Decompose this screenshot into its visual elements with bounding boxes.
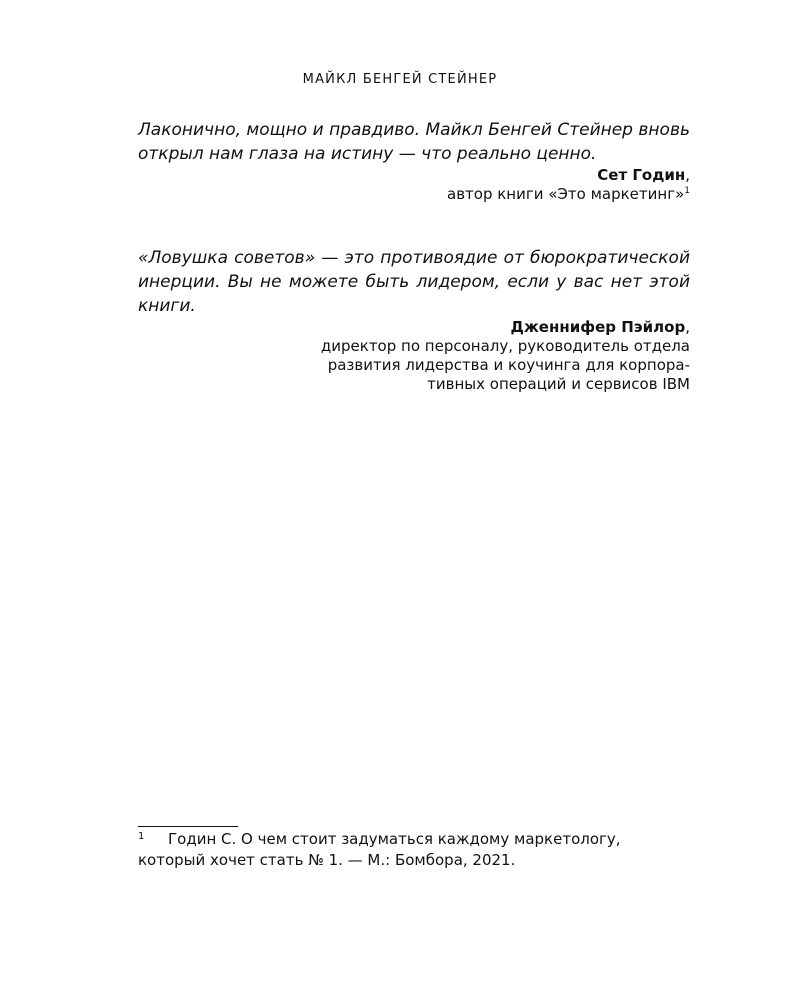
quote-text: Лаконично, мощно и правдиво. Майкл Бенгей Стейнер вновь открыл нам глаза на истину — что реально ценно. (138, 120, 690, 164)
footnote-text: Годин С. О чем стоит задуматься каждому маркетологу, который хочет стать № 1. — М.: Бомбора, 2021. (138, 830, 621, 869)
author-role-line-2: развития лидерства и коучинга для корпора- (327, 356, 690, 374)
footnote-reference[interactable]: 1 (684, 186, 690, 196)
testimonial-1 (138, 118, 690, 204)
footnote (138, 829, 690, 871)
testimonial-2 (138, 246, 690, 394)
quote-text: «Ловушка советов» — это противоядие от бюрократической инерции. Вы не можете быть лидером, если у вас нет этой книги. (138, 248, 690, 316)
role-line: автор книги «Это маркетинг» (447, 185, 685, 203)
author-suffix: , (685, 318, 690, 336)
author-role-line-1: директор по персоналу, руководитель отдела (320, 337, 690, 355)
running-head: МАЙКЛ БЕНГЕЙ СТЕЙНЕР (302, 72, 498, 87)
footnote-mark: 1 (138, 831, 145, 842)
footnote-divider (138, 826, 238, 827)
author-role (138, 185, 690, 204)
author-name: Дженнифер Пэйлор (510, 318, 686, 336)
author-role-line-3: тивных операций и сервисов IBM (427, 375, 690, 393)
author-name: Сет Годин (597, 166, 686, 184)
attribution (138, 318, 690, 337)
attribution (138, 166, 690, 185)
author-suffix: , (685, 166, 690, 184)
